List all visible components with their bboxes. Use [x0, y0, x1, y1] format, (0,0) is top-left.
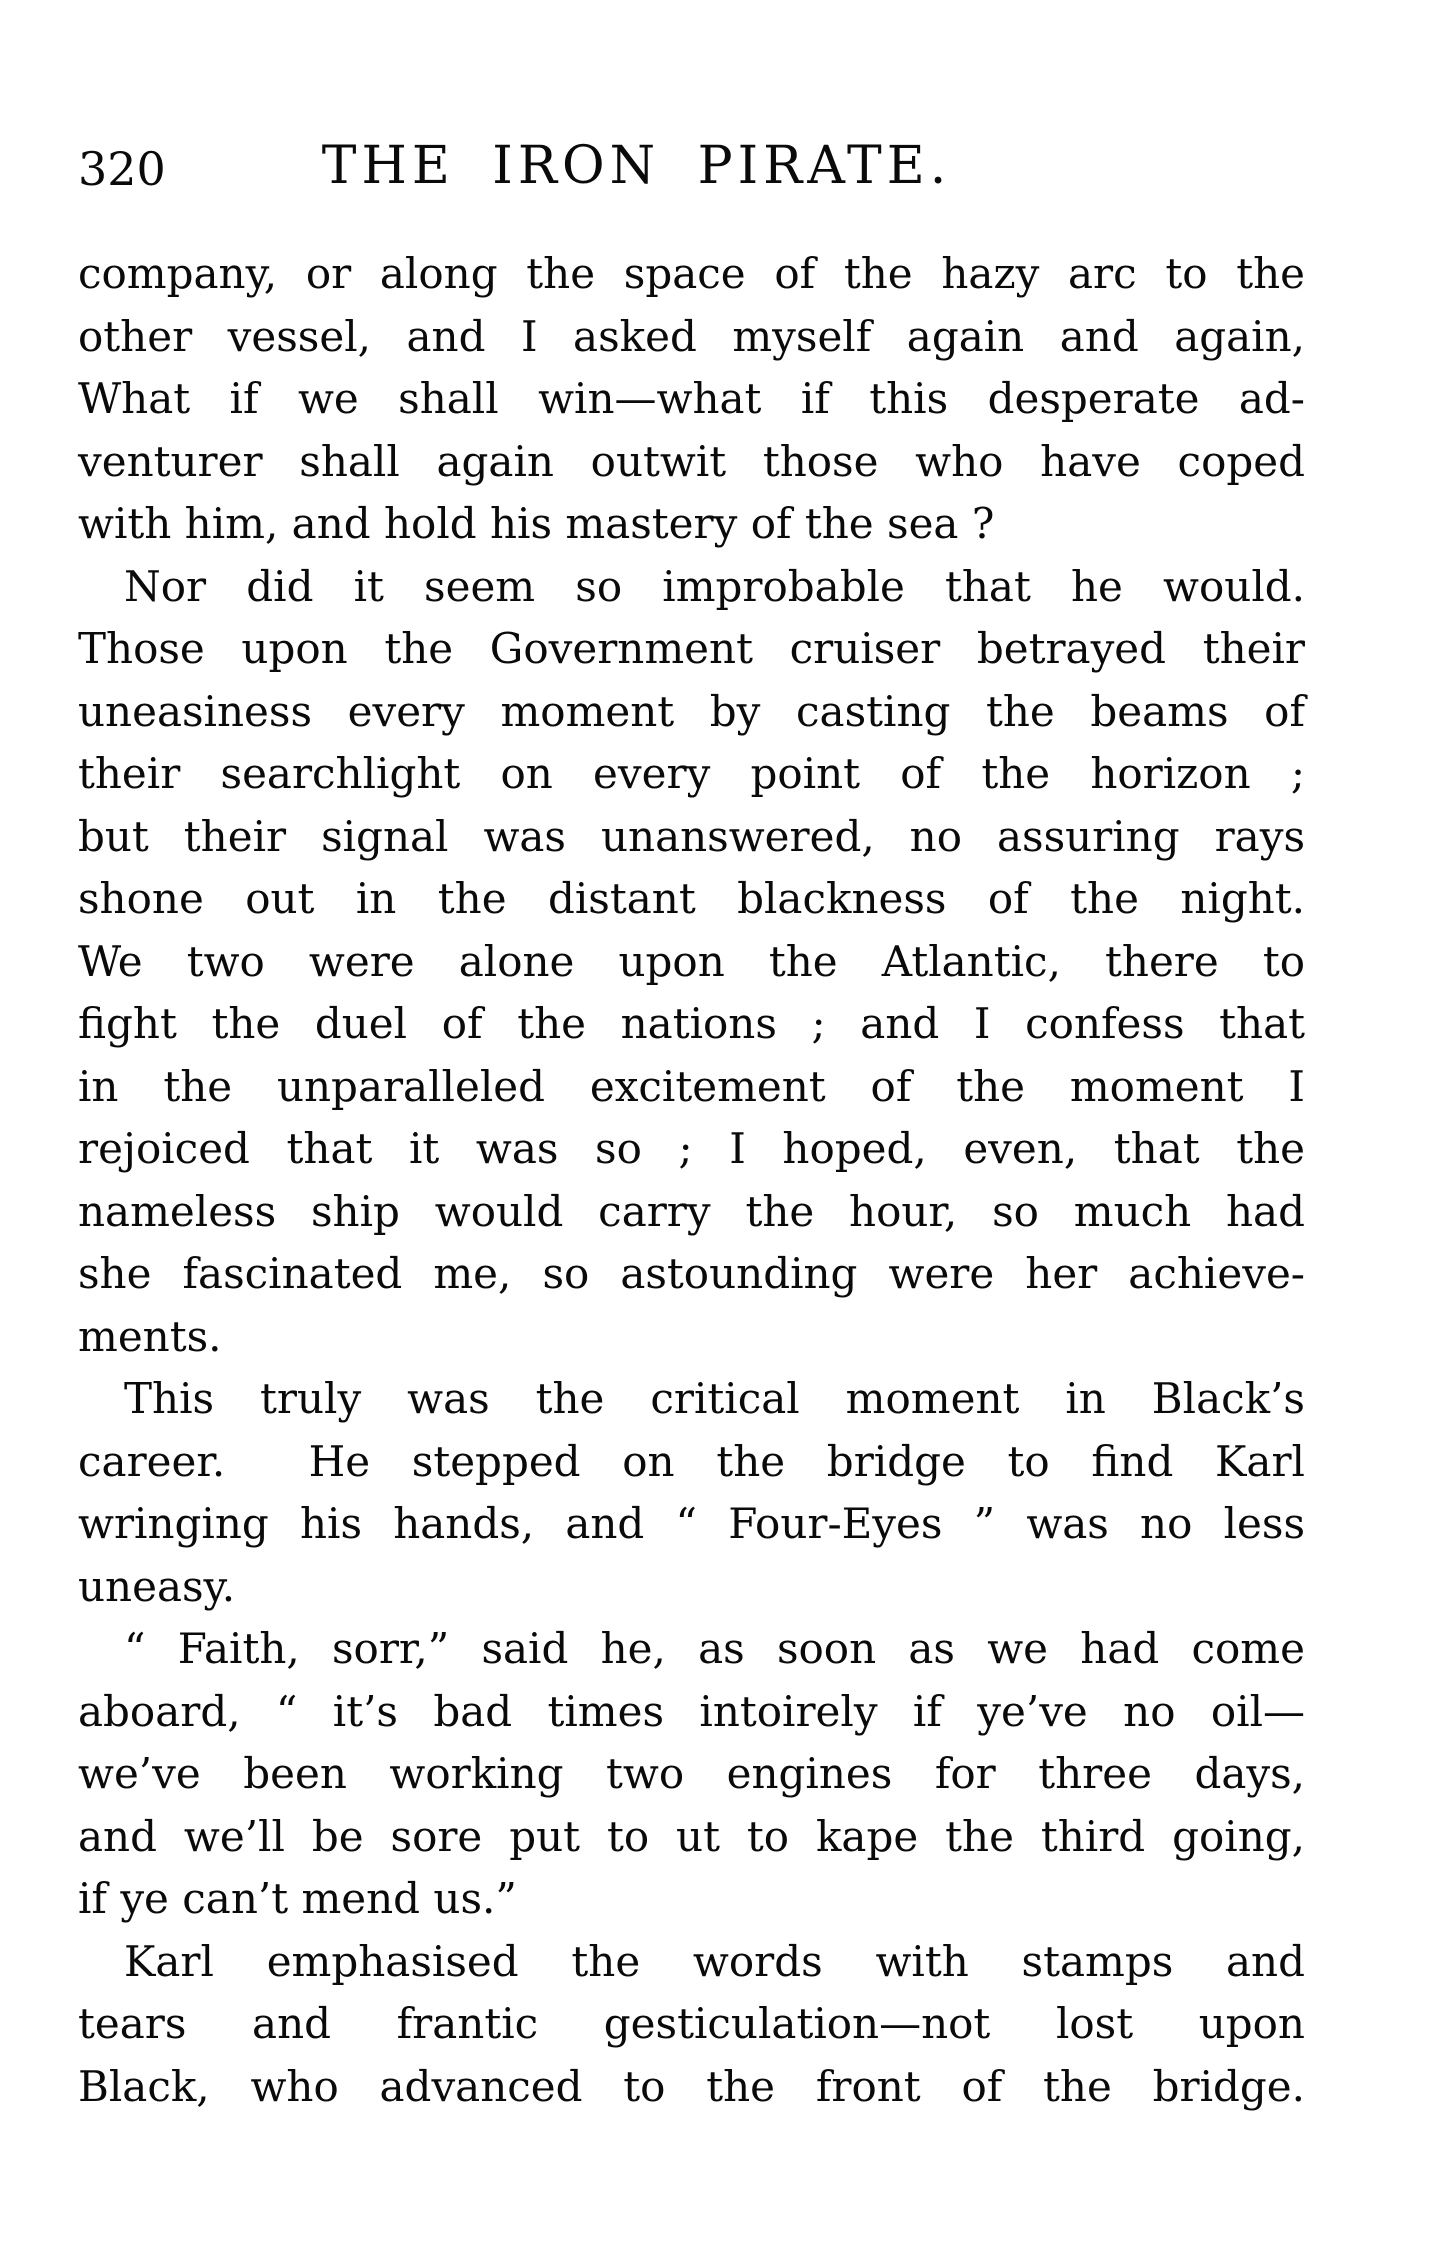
- text-line: venturer shall again outwit those who have coped: [78, 436, 1305, 486]
- running-title: THE IRON PIRATE.: [321, 136, 952, 196]
- text-line: we’ve been working two engines for three days,: [78, 1749, 1305, 1798]
- text-line: if ye can’t mend us.”: [78, 1874, 517, 1923]
- text-line: company, or along the space of the hazy arc to the: [78, 249, 1305, 298]
- text-line: with him, and hold his mastery of the sea ?: [78, 499, 995, 548]
- text-line: “ Faith, sorr,” said he, as soon as we had come: [124, 1624, 1305, 1673]
- text-line: shone out in the distant blackness of the night.: [78, 874, 1305, 923]
- text-line: wringing his hands, and “ Four-Eyes ” was no less: [78, 1499, 1305, 1548]
- text-line: rejoiced that it was so ; I hoped, even, that the: [78, 1124, 1305, 1173]
- text-line: Karl emphasised the words with stamps and: [124, 1936, 1305, 1986]
- text-line: Nor did it seem so improbable that he would.: [124, 561, 1305, 611]
- page-number: 320: [78, 142, 166, 196]
- text-line: other vessel, and I asked myself again and again,: [78, 311, 1305, 361]
- text-line: Black, who advanced to the front of the bridge.: [78, 2061, 1305, 2111]
- text-line: tears and frantic gesticulation—not lost upon: [78, 1999, 1305, 2048]
- text-line: We two were alone upon the Atlantic, there to: [78, 936, 1305, 986]
- text-lines: [78, 243, 1305, 2118]
- text-line: Those upon the Government cruiser betrayed their: [78, 624, 1305, 673]
- page-header: [78, 137, 1305, 207]
- text-line: but their signal was unanswered, no assuring rays: [78, 811, 1305, 861]
- text-line: career. He stepped on the bridge to find Karl: [78, 1436, 1305, 1486]
- text-line: This truly was the critical moment in Black’s: [124, 1374, 1305, 1423]
- text-line: uneasiness every moment by casting the beams of: [78, 686, 1305, 736]
- text-line: ments.: [78, 1311, 222, 1361]
- text-line: uneasy.: [78, 1561, 236, 1611]
- text-line: aboard, “ it’s bad times intoirely if ye’ve no oil—: [78, 1686, 1305, 1736]
- text-line: their searchlight on every point of the horizon ;: [78, 749, 1305, 798]
- text-line: and we’ll be sore put to ut to kape the third going,: [78, 1811, 1305, 1861]
- text-line: nameless ship would carry the hour, so much had: [78, 1186, 1305, 1236]
- text-line: in the unparalleled excitement of the moment I: [78, 1061, 1305, 1111]
- text-line: What if we shall win—what if this desperate ad-: [78, 374, 1305, 423]
- text-line: fight the duel of the nations ; and I confess that: [78, 999, 1305, 1048]
- text-line: she fascinated me, so astounding were her achieve-: [78, 1249, 1305, 1298]
